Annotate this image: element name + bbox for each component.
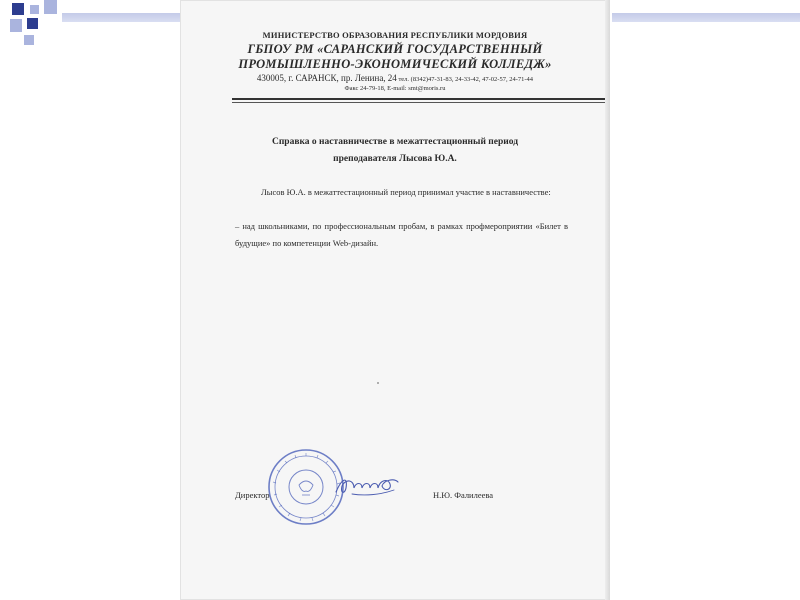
letterhead-rule (232, 98, 607, 100)
contacts-line: Факс 24-79-18, E-mail: smt@moris.ru (344, 85, 446, 92)
decoration-band-right (612, 13, 800, 22)
decoration-square (12, 3, 24, 15)
ministry-name: МИНИСТЕРСТВО ОБРАЗОВАНИЯ РЕСПУБЛИКИ МОРДОВИЯ (262, 30, 528, 40)
decoration-square (24, 35, 34, 45)
phones: тел. (8342)47-31-83, 24-33-42, 47-02-57, 24-71-44 (396, 76, 534, 83)
body-paragraph: Лысов Ю.А. в межаттестационный период принимал участие в наставничестве: (261, 187, 551, 197)
decoration-band-left (62, 13, 180, 22)
slide-decoration (0, 0, 60, 60)
signatory-name: Н.Ю. Фалилеева (433, 490, 494, 500)
document-page (180, 0, 610, 600)
decoration-square (30, 5, 39, 14)
document-title: Справка о наставничестве в межаттестационный период (271, 137, 519, 147)
address: 430005, г. САРАНСК, пр. Ленина, 24 (256, 73, 397, 83)
decoration-square (10, 19, 22, 32)
organization-name-line1: ГБПОУ РМ «САРАНСКИЙ ГОСУДАРСТВЕННЫЙ (247, 42, 543, 56)
scan-speck (377, 382, 379, 384)
decoration-square (27, 18, 38, 29)
page-edge (605, 0, 610, 600)
letterhead-rule-thin (232, 102, 607, 103)
decoration-square (44, 0, 57, 14)
signatory-title: Директор (235, 490, 270, 500)
signature-icon (332, 470, 402, 500)
body-list-item: – над школьниками, по профессиональным пробам, в рамках профмероприятии «Билет в будущие» по компетенции Web-дизайн. (235, 221, 568, 248)
document-subtitle: преподавателя Лысова Ю.А. (333, 154, 457, 164)
address-line (180, 73, 610, 83)
organization-name-line2: ПРОМЫШЛЕННО-ЭКОНОМИЧЕСКИЙ КОЛЛЕДЖ» (238, 57, 552, 71)
